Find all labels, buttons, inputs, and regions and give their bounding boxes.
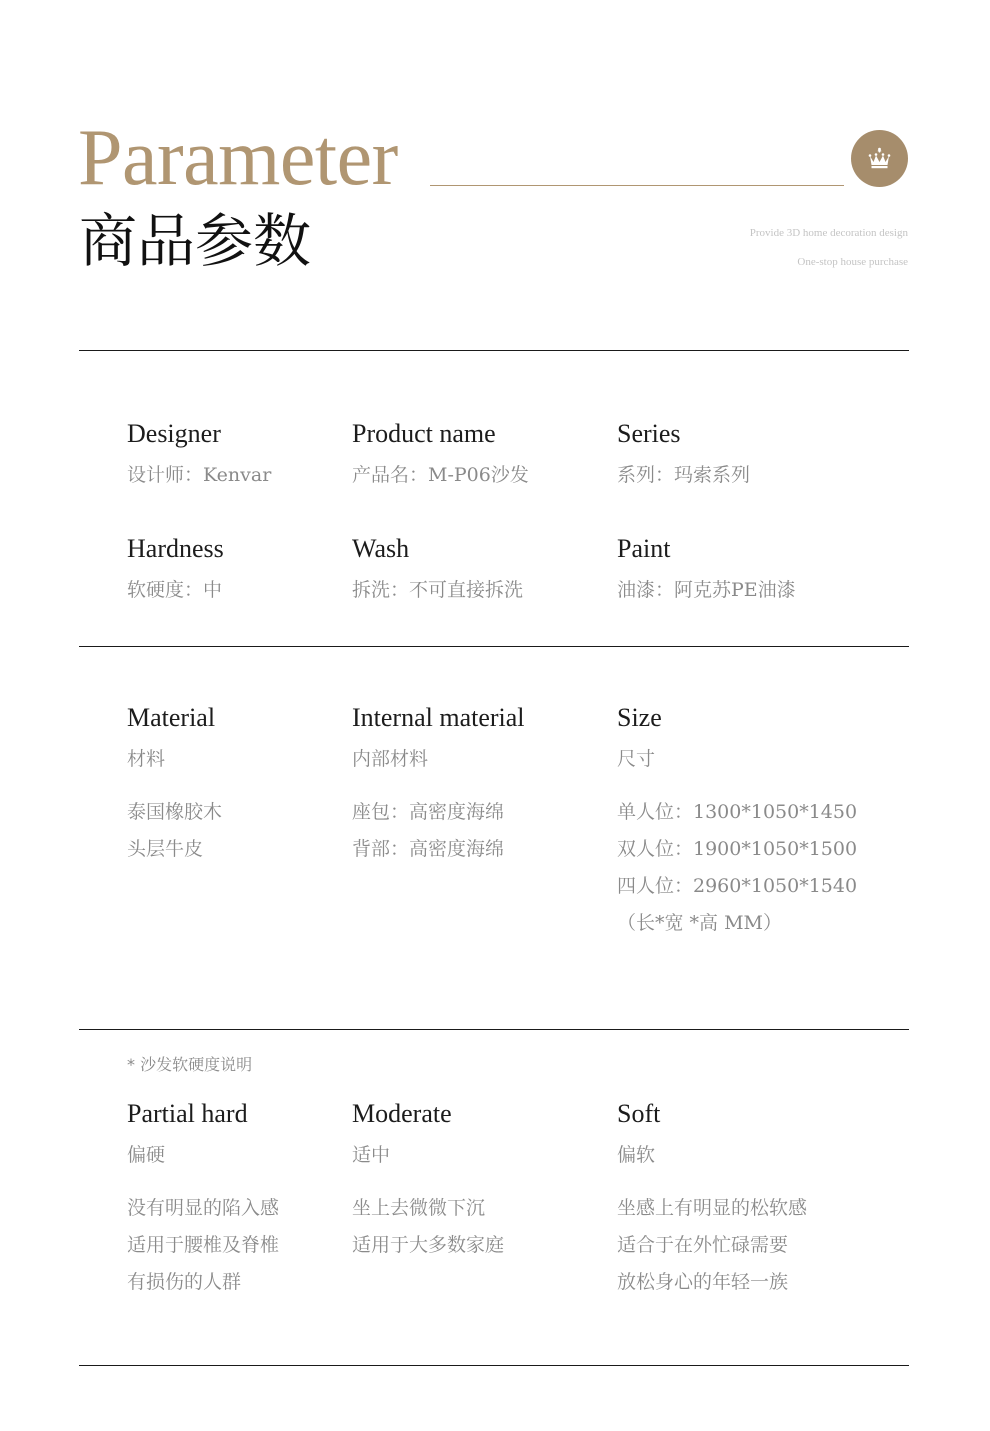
moderate-label: Moderate [352, 1099, 452, 1128]
size-lines [617, 794, 857, 942]
soft-line: 适合于在外忙碌需要 [617, 1234, 789, 1256]
paint-value: 油漆：阿克苏PE油漆 [617, 579, 796, 601]
material-line: 泰国橡胶木 [127, 801, 223, 823]
size-label: Size [617, 703, 662, 732]
product-name-label: Product name [352, 419, 496, 448]
moderate-sub: 适中 [352, 1144, 391, 1166]
series-label: Series [617, 419, 681, 448]
divider-lower [79, 1029, 909, 1030]
partial-hard-lines [127, 1190, 279, 1301]
partial-hard-line: 有损伤的人群 [127, 1271, 242, 1293]
partial-hard-label: Partial hard [127, 1099, 248, 1128]
material-line: 头层牛皮 [127, 838, 204, 860]
hardness-value: 软硬度：中 [127, 579, 223, 601]
material-label: Material [127, 703, 216, 732]
internal-material-lines [352, 794, 504, 868]
soft-sub: 偏软 [617, 1144, 656, 1166]
soft-label: Soft [617, 1099, 661, 1128]
paint-label: Paint [617, 534, 671, 563]
size-line: （长*宽 *高 MM） [617, 912, 782, 934]
internal-material-sub: 内部材料 [352, 748, 429, 770]
divider-top [79, 350, 909, 351]
size-line: 双人位：1900*1050*1500 [617, 838, 858, 860]
wash-value: 拆洗：不可直接拆洗 [352, 579, 524, 601]
soft-line: 放松身心的年轻一族 [617, 1271, 789, 1293]
hardness-label: Hardness [127, 534, 224, 563]
title-underline [430, 185, 844, 186]
size-sub: 尺寸 [617, 748, 656, 770]
title-english: Parameter [78, 114, 398, 202]
moderate-lines [352, 1190, 504, 1264]
moderate-line: 适用于大多数家庭 [352, 1234, 505, 1256]
divider-bottom [79, 1365, 909, 1366]
tagline-purchase: One-stop house purchase [797, 256, 908, 268]
designer-value: 设计师：Kenvar [127, 464, 272, 486]
material-lines [127, 794, 222, 868]
material-sub: 材料 [127, 748, 166, 770]
wash-label: Wash [352, 534, 410, 563]
divider-middle [79, 646, 909, 647]
tagline-design: Provide 3D home decoration design [749, 227, 908, 239]
partial-hard-sub: 偏硬 [127, 1144, 166, 1166]
size-line: 四人位：2960*1050*1540 [617, 875, 858, 897]
internal-material-line: 背部：高密度海绵 [352, 838, 505, 860]
partial-hard-line: 没有明显的陷入感 [127, 1197, 280, 1219]
internal-material-line: 座包：高密度海绵 [352, 801, 505, 823]
size-line: 单人位：1300*1050*1450 [617, 801, 858, 823]
crown-badge [851, 130, 908, 187]
moderate-line: 坐上去微微下沉 [352, 1197, 486, 1219]
title-chinese: 商品参数 [79, 207, 312, 275]
softness-note: * 沙发软硬度说明 [127, 1055, 253, 1074]
product-name-value: 产品名：M-P06沙发 [352, 464, 529, 486]
soft-lines [617, 1190, 807, 1301]
soft-line: 坐感上有明显的松软感 [617, 1197, 808, 1219]
series-value: 系列：玛索系列 [617, 464, 751, 486]
partial-hard-line: 适用于腰椎及脊椎 [127, 1234, 280, 1256]
designer-label: Designer [127, 419, 221, 448]
internal-material-label: Internal material [352, 703, 525, 732]
crown-icon [867, 146, 892, 171]
